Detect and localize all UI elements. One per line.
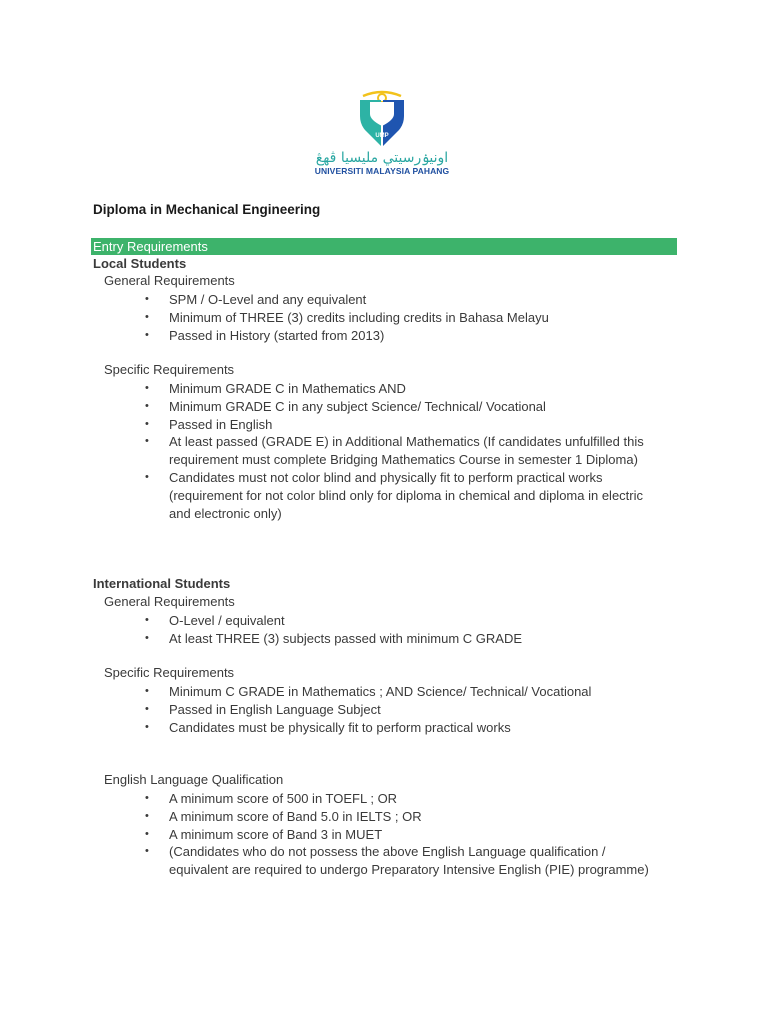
local-students-heading: Local Students [93,256,187,271]
document-title: Diploma in Mechanical Engineering [93,202,321,217]
list-item: • A minimum score of Band 5.0 in IELTS ; OR [0,808,661,826]
university-name-jawi: اونيۏرسيتي مليسيا ڤهڠ [315,150,449,166]
intl-general-list [0,612,661,648]
list-item: • Candidates must not color blind and physically fit to perform practical works (requirement for not color blind only for diploma in chemical and diploma in electric and electronic only) [0,469,661,522]
list-item: • Passed in English [0,416,661,434]
svg-text:UMP: UMP [375,133,389,139]
list-item: • Passed in History (started from 2013) [0,327,661,345]
english-qualification-heading: English Language Qualification [104,772,284,787]
university-logo [312,90,452,182]
list-item: • A minimum score of Band 3 in MUET [0,826,661,844]
local-specific-heading: Specific Requirements [104,362,235,377]
ump-emblem-icon [357,90,407,148]
intl-specific-heading: Specific Requirements [104,665,235,680]
intl-specific-list [0,683,661,736]
list-item: • At least THREE (3) subjects passed with minimum C GRADE [0,630,661,648]
local-specific-list [0,380,661,522]
section-banner: Entry Requirements [91,238,677,255]
list-item: • Minimum of THREE (3) credits including credits in Bahasa Melayu [0,309,661,327]
list-item: • Minimum GRADE C in any subject Science/ Technical/ Vocational [0,398,661,416]
international-students-heading: International Students [93,576,231,591]
list-item: • At least passed (GRADE E) in Additional Mathematics (If candidates unfulfilled this requirement must complete Bridging Mathematics Course in semester 1 Diploma) [0,433,661,469]
list-item: • SPM / O-Level and any equivalent [0,291,661,309]
list-item: • O-Level / equivalent [0,612,661,630]
local-general-list [0,291,661,344]
list-item: • Candidates must be physically fit to perform practical works [0,719,661,737]
list-item: • Passed in English Language Subject [0,701,661,719]
list-item: • Minimum C GRADE in Mathematics ; AND Science/ Technical/ Vocational [0,683,661,701]
local-general-heading: General Requirements [104,273,235,288]
list-item: • A minimum score of 500 in TOEFL ; OR [0,790,661,808]
list-item: • (Candidates who do not possess the above English Language qualification / equivalent are required to undergo Preparatory Intensive English (PIE) programme) [0,843,661,879]
english-qualification-list [0,790,661,879]
intl-general-heading: General Requirements [104,594,235,609]
list-item: • Minimum GRADE C in Mathematics AND [0,380,661,398]
university-name: UNIVERSITI MALAYSIA PAHANG [314,166,450,176]
